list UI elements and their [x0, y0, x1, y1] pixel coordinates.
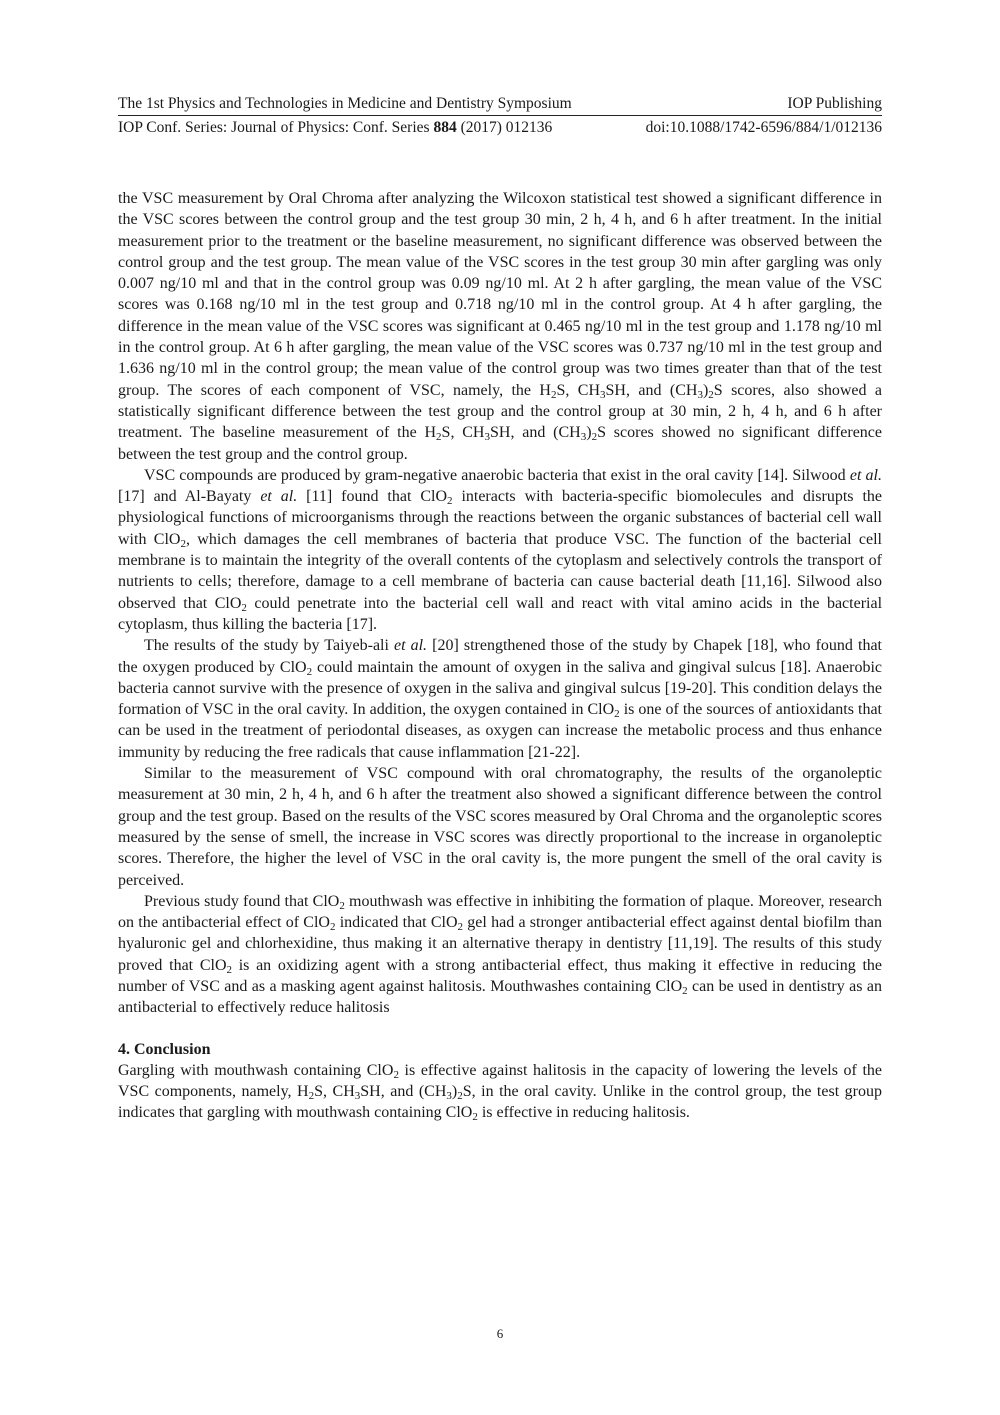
series-citation: IOP Conf. Series: Journal of Physics: Conf. Series 884 (2017) 012136 [118, 119, 553, 136]
doi-link[interactable]: doi:10.1088/1742-6596/884/1/012136 [645, 119, 882, 136]
paragraph-oxygen: The results of the study by Taiyeb-ali et al. [20] strengthened those of the study by Chapek [18], who found that the oxygen produced by ClO$_2$ could maintain the amount of oxygen in the saliva and gingival sulcus [18]. Anaerobic bacteria cannot survive with the presence of oxygen in the saliva and gingival sulcus [19-20]. This condition delays the formation of VSC in the oral cavity. In addition, the oxygen contained in ClO$_2$ is one of the sources of antioxidants that can be used in the treatment of periodontal diseases, as oxygen can increase the metabolic process and thus enhance immunity by reducing the free radicals that cause inflammation [21-22]. [118, 637, 882, 761]
paragraph-organoleptic: Similar to the measurement of VSC compound with oral chromatography, the results of the organoleptic measurement at 30 min, 2 h, 4 h, and 6 h after the treatment also showed a significant difference between the control group and the test group. Based on the results of the VSC scores measured by Oral Chroma and the organoleptic scores measured by the sense of smell, the increase in VSC scores was directly proportional to the increase in organoleptic scores. Therefore, the higher the level of VSC in the oral cavity is, the more pungent the smell of the oral cavity is perceived. [118, 765, 882, 889]
paragraph-conclusion: Gargling with mouthwash containing ClO$_2$ is effective against halitosis in the capacity of lowering the levels of the VSC components, namely, $H_2S$, $CH_3SH$, and $(CH_3)_2S$, in the oral cavity. Unlike in the control group, the test group indicates that gargling with mouthwash containing ClO$_2$ is effective in reducing halitosis. [118, 1061, 883, 1124]
section-heading-conclusion: 4. Conclusion [118, 1040, 211, 1058]
paragraph-vsc-results: the VSC measurement by Oral Chroma after analyzing the Wilcoxon statistical test showed a significant difference in the VSC scores between the control group and the test group 30 min, 2 h, 4 h, and 6 h after treatment. In the initial measurement prior to the treatment or the baseline measurement, no significant difference was observed between the control group and the test group. The mean value of the VSC scores in the test group 30 min after gargling was only 0.007 ng/10 ml and that in the control group was 0.09 ng/10 ml. At 2 h after gargling, the mean value of the VSC scores was 0.168 ng/10 ml in the test group and 0.718 ng/10 ml in the control group. At 4 h after gargling, the difference in the mean value of the VSC scores was significant at 0.465 ng/10 ml in the test group and 1.178 ng/10 ml in the control group. At 6 h after gargling, the mean value of the VSC scores was 0.737 ng/10 ml in the test group and 1.636 ng/10 ml in the control group; the mean value of the control group was two times greater than that of the test group. The scores of each component of VSC, namely, the $H_2S$, $CH_3SH$, and $(CH_3)_2S$ scores, also showed a statistically significant difference between the test group and the control group at 30 min, 2 h, 4 h, and 6 h after treatment. The baseline measurement of the $H_2S$, $CH_3SH$, and $(CH_3)_2S$ scores showed no significant difference between the test group and the control group. [118, 190, 883, 463]
volume-number: 884 [433, 119, 457, 136]
article-body [118, 188, 882, 1124]
running-header [118, 94, 882, 116]
publisher-name: IOP Publishing [787, 95, 882, 112]
conference-title: The 1st Physics and Technologies in Medicine and Dentistry Symposium [118, 95, 572, 112]
page-number: 6 [496, 1326, 504, 1341]
paragraph-vsc-bacteria: VSC compounds are produced by gram-negative anaerobic bacteria that exist in the oral cavity [14]. Silwood et al. [17] and Al-Bayaty et al. [11] found that ClO$_2$ interacts with bacteria-specific biomolecules and disrupts the physiological functions of microorganisms through the reactions between the organic substances of bacterial cell wall with ClO$_2$, which damages the cell membranes of bacteria that produce VSC. The function of the bacterial cell membrane is to maintain the integrity of the overall contents of the cytoplasm and selectively controls the transport of nutrients to cells; therefore, damage to a cell membrane of bacteria can cause bacterial death [11,16]. Silwood also observed that ClO$_2$ could penetrate into the bacterial cell wall and react with vital amino acids in the bacterial cytoplasm, thus killing the bacteria [17]. [118, 466, 883, 633]
paragraph-antibacterial: Previous study found that ClO$_2$ mouthwash was effective in inhibiting the formation of plaque. Moreover, research on the antibacterial effect of ClO$_2$ indicated that ClO$_2$ gel had a stronger antibacterial effect against dental biofilm than hyaluronic gel and chlorhexidine, thus making it an alternative therapy in dentistry [11,19]. The results of this study proved that ClO$_2$ is an oxidizing agent with a strong antibacterial effect, thus making it effective in reducing the number of VSC and as a masking agent against halitosis. Mouthwashes containing ClO$_2$ can be used in dentistry as an antibacterial to effectively reduce halitosis [118, 892, 883, 1017]
